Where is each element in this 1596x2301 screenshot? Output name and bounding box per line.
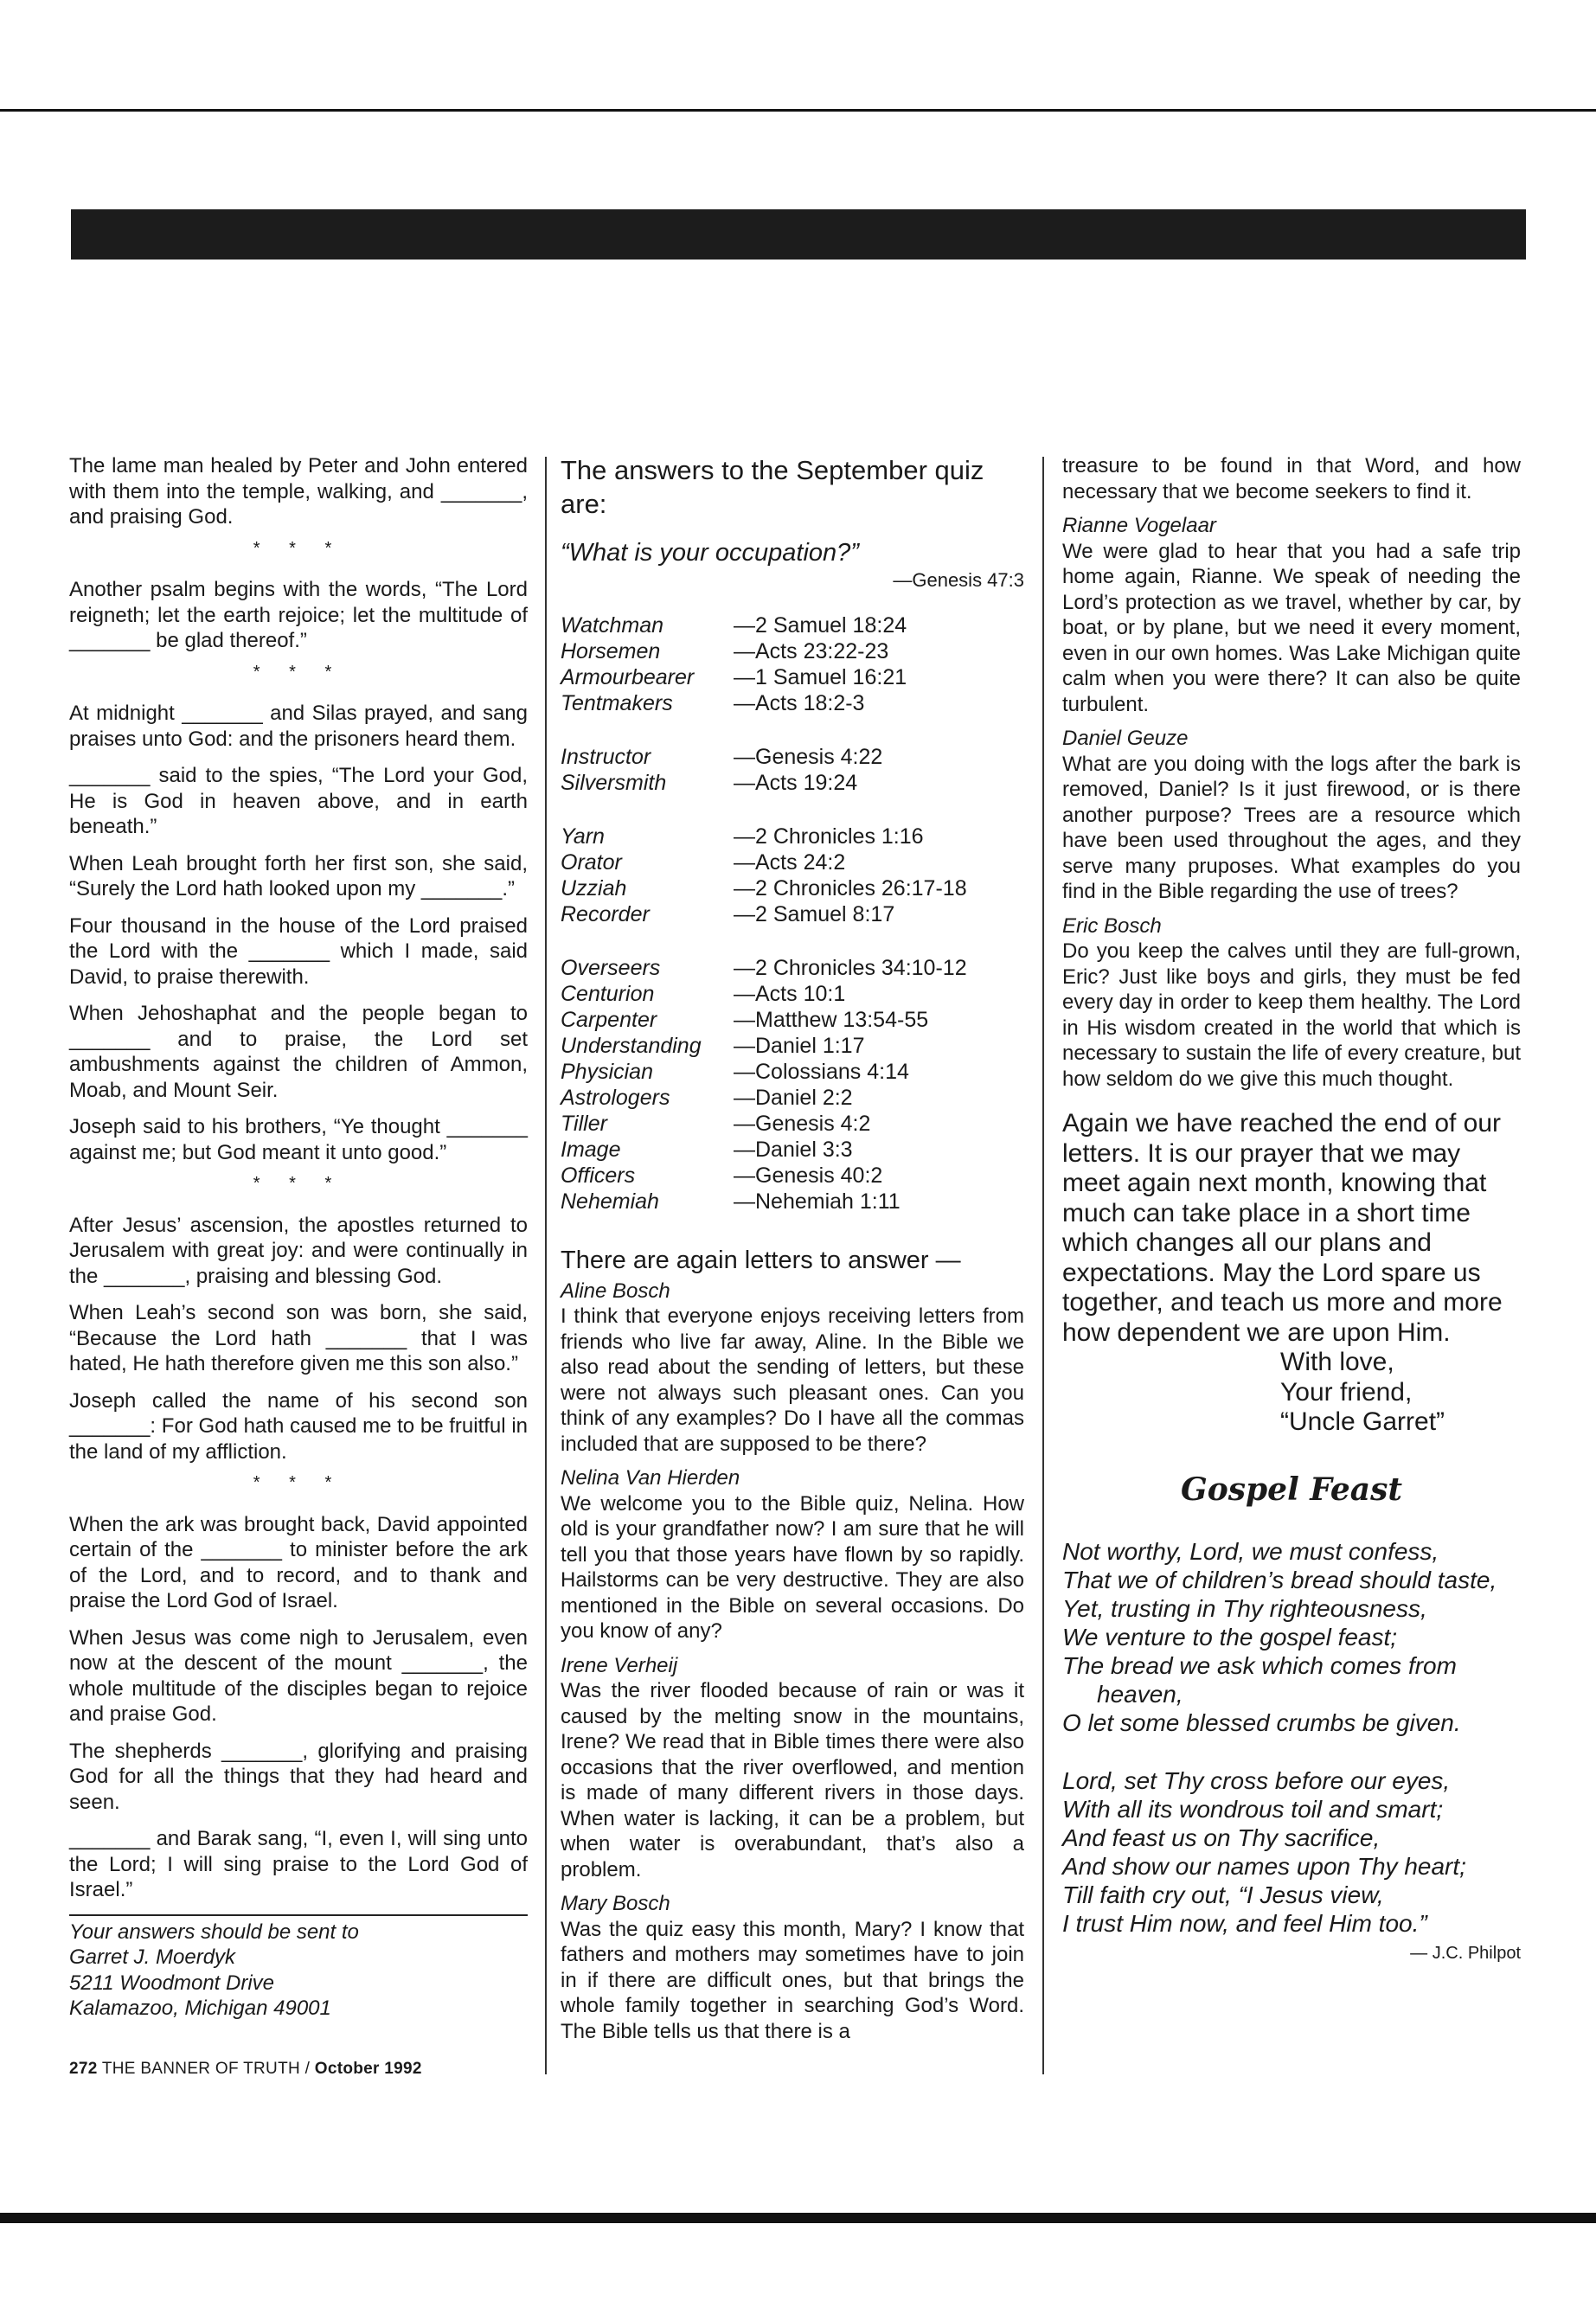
answer-reference: —2 Chronicles 1:16 <box>734 824 924 849</box>
answer-reference: —Genesis 40:2 <box>734 1163 883 1188</box>
signature-line: With love, <box>1280 1348 1394 1376</box>
letter-reply: I think that everyone enjoys receiving letters from friends who live far away, Aline. In the Bible we also read about the sending of letters, but these were not always such pleasant ones. Can you think of any examples? Do I have all the commas included that are supposed to be there? <box>561 1304 1024 1456</box>
quiz-question: The lame man healed by Peter and John entered with them into the temple, walking, and _______, and praising God. <box>69 454 528 529</box>
answers-table <box>561 612 1024 1215</box>
publication-name: THE BANNER OF TRUTH / <box>101 2059 311 2078</box>
answer-reference: —Acts 18:2-3 <box>734 690 865 715</box>
poem-line: O let some blessed crumbs be given. <box>1062 1709 1461 1736</box>
address-street: 5211 Woodmont Drive <box>69 1971 274 1995</box>
answer-word: Yarn <box>561 824 605 849</box>
answer-row <box>561 1033 1024 1059</box>
quiz-question: When Jesus was come nigh to Jerusalem, even now at the descent of the mount _______, the whole multitude of the disciples began to rejoice and praise God. <box>69 1625 528 1726</box>
answer-row <box>561 1059 1024 1085</box>
answer-row <box>561 1189 1024 1215</box>
letter-recipient: Aline Bosch <box>561 1279 670 1303</box>
poem-line: That we of children’s bread should taste, <box>1062 1567 1497 1593</box>
answer-row <box>561 770 1024 796</box>
signature-name: “Uncle Garret” <box>1280 1407 1445 1436</box>
answer-reference: —1 Samuel 16:21 <box>734 664 907 689</box>
signature-line: Your friend, <box>1280 1377 1413 1407</box>
answers-heading: The answers to the September quiz are: <box>561 455 984 519</box>
answer-row <box>561 1007 1024 1033</box>
answer-word: Image <box>561 1137 621 1162</box>
answer-reference: —2 Chronicles 34:10-12 <box>734 955 967 980</box>
poem-line: The bread we ask which comes from <box>1062 1652 1457 1679</box>
answer-reference: —2 Chronicles 26:17-18 <box>734 875 967 901</box>
column-divider-left <box>545 457 547 2074</box>
mailing-address <box>69 1914 528 2022</box>
letter-reply: Was the quiz easy this month, Mary? I know that fathers and mothers may sometimes have to join in if there are difficult ones, but that brings the whole family together in searching God’s Word. The Bible tells us that there is a <box>561 1917 1024 2043</box>
answer-row <box>561 849 1024 875</box>
quiz-question: _______ and Barak sang, “I, even I, will sing unto the Lord; I will sing praise to the Lord God of Israel.” <box>69 1827 528 1901</box>
answer-word: Astrologers <box>561 1085 670 1110</box>
letter-recipient: Rianne Vogelaar <box>1062 514 1216 537</box>
answer-row <box>561 796 1024 849</box>
quiz-question: When Jehoshaphat and the people began to _______ and to praise, the Lord set ambushments against the children of Ammon, Moab, and Mount Seir. <box>69 1002 528 1102</box>
poem-line: With all its wondrous toil and smart; <box>1062 1796 1444 1823</box>
answer-word: Horsemen <box>561 638 661 663</box>
letter-recipient: Daniel Geuze <box>1062 727 1189 750</box>
answer-reference: —Genesis 4:22 <box>734 744 883 769</box>
address-city: Kalamazoo, Michigan 49001 <box>69 1997 331 2020</box>
quiz-question: After Jesus’ ascension, the apostles returned to Jerusalem with great joy: and were continually in the _______, praising and blessing God. <box>69 1213 528 1288</box>
answer-reference: —Acts 10:1 <box>734 981 846 1006</box>
quiz-question: Another psalm begins with the words, “The Lord reigneth; let the earth rejoice; let the multitude of _______ be glad thereof.” <box>69 578 528 652</box>
letter-recipient: Mary Bosch <box>561 1892 670 1915</box>
section-separator: * * * <box>253 1473 344 1492</box>
answer-word: Orator <box>561 849 622 875</box>
answer-word: Silversmith <box>561 770 667 795</box>
section-separator: * * * <box>253 1174 344 1193</box>
answer-word: Recorder <box>561 901 650 926</box>
answer-row <box>561 1111 1024 1137</box>
answer-row <box>561 638 1024 664</box>
issue-date: October 1992 <box>314 2059 422 2078</box>
answer-word: Carpenter <box>561 1007 657 1032</box>
poem-title: Gospel Feast <box>1180 1471 1403 1508</box>
quiz-question: _______ said to the spies, “The Lord your God, He is God in heaven above, and in earth beneath.” <box>69 764 528 838</box>
answer-word: Uzziah <box>561 875 627 901</box>
answer-reference: —Acts 23:22-23 <box>734 638 889 663</box>
letter-reply: Do you keep the calves until they are full-grown, Eric? Just like boys and girls, they must be fed every day in order to keep them healthy. The Lord in His wisdom created in the world that which is necessary to sustain the life of every creature, but how seldom do we give this much thought. <box>1062 939 1521 1091</box>
address-name: Garret J. Moerdyk <box>69 1945 236 1969</box>
quiz-question: When Leah brought forth her first son, she said, “Surely the Lord hath looked upon my _______.” <box>69 851 528 901</box>
answer-reference: —Genesis 4:2 <box>734 1111 871 1136</box>
answer-row <box>561 716 1024 770</box>
poem-line: Till faith cry out, “I Jesus view, <box>1062 1881 1384 1908</box>
answer-row <box>561 1137 1024 1163</box>
quiz-question: Joseph called the name of his second son _______: For God hath caused me to be fruitful in the land of my affliction. <box>69 1388 528 1464</box>
answer-row <box>561 1163 1024 1189</box>
answer-reference: —2 Samuel 8:17 <box>734 901 895 926</box>
poem-stanza <box>1062 1766 1521 1938</box>
poem-line: Lord, set Thy cross before our eyes, <box>1062 1767 1451 1794</box>
poem-author: — J.C. Philpot <box>1410 1944 1521 1963</box>
answer-word: Centurion <box>561 981 655 1006</box>
answer-word: Armourbearer <box>561 664 695 689</box>
letter-recipient: Eric Bosch <box>1062 913 1162 938</box>
answer-word: Nehemiah <box>561 1189 659 1214</box>
answer-row <box>561 901 1024 927</box>
answer-row <box>561 1085 1024 1111</box>
page-number: 272 <box>69 2059 98 2078</box>
poem-stanza <box>1062 1537 1521 1737</box>
letter-reply: We were glad to hear that you had a safe trip home again, Rianne. We speak of needing the Lord’s protection as we travel, whether by car, by boat, or by plane, but we need it every moment, even in our own homes. Was Lake Michigan quite calm when you were there? It can also be quite turbulent. <box>1062 539 1521 716</box>
section-separator: * * * <box>253 662 344 682</box>
answer-reference: —Acts 24:2 <box>734 849 846 875</box>
quiz-question: The shepherds _______, glorifying and praising God for all the things that they had heard and seen. <box>69 1739 528 1814</box>
quiz-question: Joseph said to his brothers, “Ye thought _______ against me; but God meant it unto good.” <box>69 1115 528 1164</box>
answers-column <box>561 453 1024 2044</box>
answer-reference: —Acts 19:24 <box>734 770 858 795</box>
quiz-reference: —Genesis 47:3 <box>893 569 1024 591</box>
answer-row <box>561 612 1024 638</box>
letters-poem-column <box>1062 453 1521 1967</box>
page-footer <box>69 2056 528 2082</box>
answer-reference: —Daniel 2:2 <box>734 1085 853 1110</box>
letter-reply: Was the river flooded because of rain or was it caused by the melting snow in the mountains, Irene? We read that in Bible times there were also occasions that the river overflowed, and mention is made of many different rivers in those days. When water is lacking, it can be a problem, but when water is overabundant, that’s also a problem. <box>561 1679 1024 1881</box>
poem-line: And feast us on Thy sacrifice, <box>1062 1824 1381 1851</box>
answer-row <box>561 690 1024 716</box>
letters-heading: There are again letters to answer — <box>561 1246 961 1274</box>
answer-word: Officers <box>561 1163 636 1188</box>
answer-reference: —Daniel 1:17 <box>734 1033 865 1058</box>
answer-row <box>561 981 1024 1007</box>
top-rule <box>0 109 1596 112</box>
bottom-rule <box>0 2213 1596 2223</box>
header-bar <box>71 209 1526 260</box>
closing-message: Again we have reached the end of our letters. It is our prayer that we may meet again next month, knowing that much can take place in a short time which changes all our plans and expectations. May the Lord spare us together, and teach us more and more how dependent we are upon Him. <box>1062 1109 1503 1347</box>
answer-row <box>561 664 1024 690</box>
answer-reference: —Colossians 4:14 <box>734 1059 909 1084</box>
poem-line: I trust Him now, and feel Him too.” <box>1062 1910 1427 1937</box>
letter-reply: What are you doing with the logs after the bark is removed, Daniel? Is it just firewood, or is there another purpose? Trees are a resource which have been used throughout the ages, and they serve many pruposes. What examples do you find in the Bible regarding the use of trees? <box>1062 752 1521 903</box>
column-divider-right <box>1042 457 1044 2074</box>
answer-reference: —2 Samuel 18:24 <box>734 612 907 638</box>
quiz-question: When Leah’s second son was born, she said, “Because the Lord hath _______ that I was hated, He hath therefore given me this son also.” <box>69 1301 528 1375</box>
letter-reply-continued: treasure to be found in that Word, and how necessary that we become seekers to find it. <box>1062 454 1521 503</box>
quiz-question: Four thousand in the house of the Lord praised the Lord with the _______ which I made, said David, to praise therewith. <box>69 913 528 989</box>
letter-reply: We welcome you to the Bible quiz, Nelina. How old is your grandfather now? I am sure that he will tell you that those years have flown by so rapidly. Hailstorms can be very destructive. They are also mentioned in the Bible on several occasions. Do you know of any? <box>561 1491 1024 1643</box>
answer-word: Tiller <box>561 1111 607 1136</box>
poem-line: Not worthy, Lord, we must confess, <box>1062 1538 1439 1565</box>
answer-reference: —Daniel 3:3 <box>734 1137 853 1162</box>
answer-word: Physician <box>561 1059 653 1084</box>
answer-word: Understanding <box>561 1033 702 1058</box>
answer-row <box>561 927 1024 981</box>
quiz-title: “What is your occupation?” <box>561 539 859 567</box>
address-intro: Your answers should be sent to <box>69 1920 359 1944</box>
section-separator: * * * <box>253 538 344 558</box>
poem-line: heaven, <box>1097 1681 1183 1708</box>
quiz-question: At midnight _______ and Silas prayed, and sang praises unto God: and the prisoners heard them. <box>69 702 528 751</box>
answer-reference: —Nehemiah 1:11 <box>734 1189 901 1214</box>
answer-reference: —Matthew 13:54-55 <box>734 1007 929 1032</box>
answer-word: Watchman <box>561 612 664 638</box>
poem-line: Yet, trusting in Thy righteousness, <box>1062 1595 1427 1622</box>
quiz-question: When the ark was brought back, David appointed certain of the _______ to minister before the ark of the Lord, and to record, and to thank and praise the Lord God of Israel. <box>69 1512 528 1612</box>
quiz-questions-column <box>69 453 528 2081</box>
answer-row <box>561 875 1024 901</box>
answer-word: Instructor <box>561 744 651 769</box>
letter-recipient: Nelina Van Hierden <box>561 1466 740 1490</box>
poem-line: And show our names upon Thy heart; <box>1062 1853 1466 1880</box>
answer-word: Tentmakers <box>561 690 673 715</box>
answer-word: Overseers <box>561 955 661 980</box>
poem-line: We venture to the gospel feast; <box>1062 1624 1398 1650</box>
letter-recipient: Irene Verheij <box>561 1653 678 1677</box>
